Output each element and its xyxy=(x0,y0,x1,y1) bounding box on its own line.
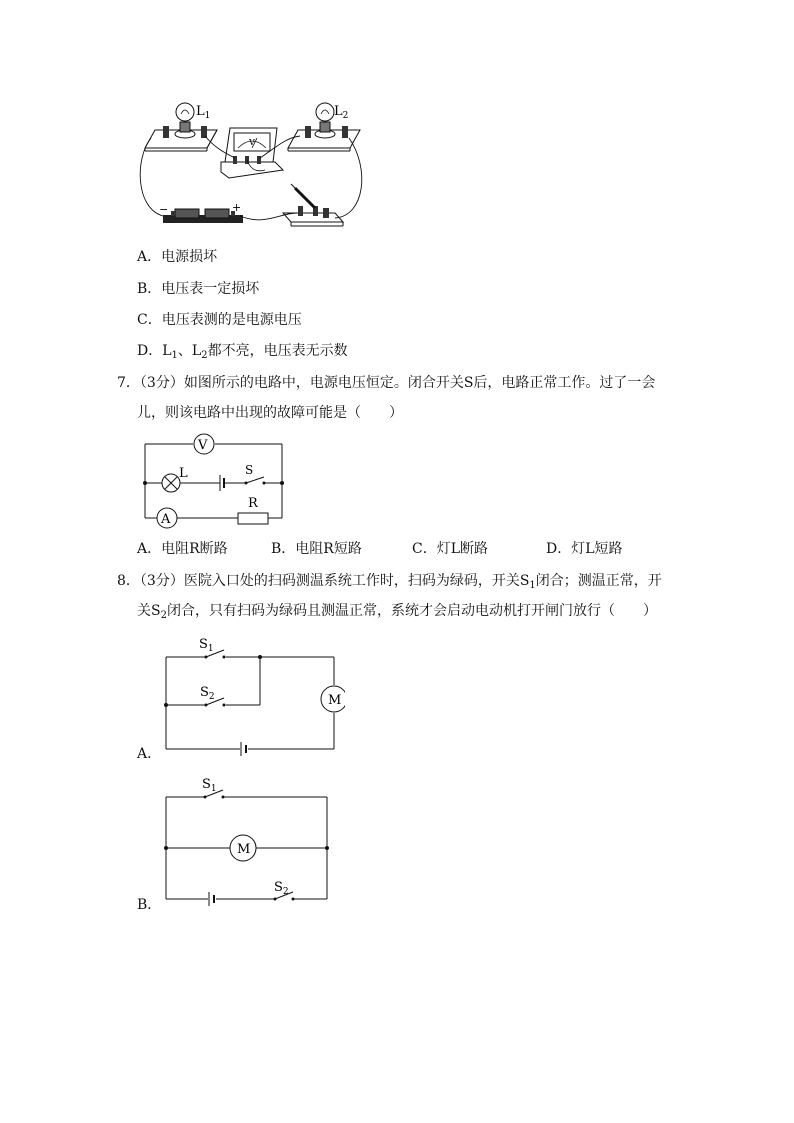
q7-option-a[interactable] xyxy=(137,540,228,558)
q8-stem-line2 xyxy=(137,602,657,625)
battery-symbol xyxy=(220,475,224,491)
voltmeter-letter: V xyxy=(249,138,255,147)
option-key: C． xyxy=(412,541,437,557)
battery-symbol xyxy=(241,742,246,756)
svg-text:S2: $S_2$ xyxy=(200,685,215,702)
lamp-board-l1 xyxy=(145,122,217,151)
resistor-symbol xyxy=(238,496,268,524)
lamp-symbol xyxy=(162,466,188,492)
q6-physical-circuit-figure xyxy=(135,98,365,233)
voltmeter-icon xyxy=(221,128,283,178)
option-text: 电阻R断路 xyxy=(161,541,228,557)
option-key: D． xyxy=(137,343,163,359)
svg-text:V: V xyxy=(198,438,208,453)
q7-option-c[interactable] xyxy=(412,540,488,558)
svg-text:S: S xyxy=(245,463,254,477)
motor-symbol xyxy=(321,686,345,712)
option-text: 灯L断路 xyxy=(436,541,489,557)
option-text: 、L xyxy=(177,343,202,359)
voltmeter-symbol xyxy=(194,434,214,454)
svg-text:L: L xyxy=(179,466,188,481)
switch-s2-symbol xyxy=(200,685,226,707)
option-key: B． xyxy=(137,281,162,297)
svg-text:M: M xyxy=(237,842,251,857)
subscript: 2 xyxy=(160,610,167,621)
battery-icon xyxy=(163,209,243,223)
switch-s1-symbol xyxy=(199,637,226,659)
q7-stem-line1: 7．（3分）如图所示的电路中，电源电压恒定。闭合开关S后，电路正常工作。过了一会 xyxy=(117,375,656,391)
ammeter-symbol xyxy=(157,508,177,528)
option-text: 电压表一定损坏 xyxy=(161,281,260,297)
subscript: 1 xyxy=(529,580,536,591)
stem-text: 8．（3分）医院入口处的扫码测温系统工作时，扫码为绿码，开关S xyxy=(117,573,530,589)
option-key: A． xyxy=(137,541,162,557)
knife-switch-icon xyxy=(283,184,343,226)
stem-text: 关S xyxy=(137,603,161,619)
option-text: 电源损坏 xyxy=(161,249,218,265)
lamp2-label: $L_2$ xyxy=(334,104,349,121)
q6-option-b[interactable] xyxy=(137,280,259,298)
svg-text:S1: $S_1$ xyxy=(199,637,214,654)
switch-s2-symbol xyxy=(274,880,295,901)
svg-text:A: A xyxy=(161,512,171,527)
bulb-l1-icon xyxy=(176,103,194,121)
option-key: A． xyxy=(137,249,162,265)
svg-text:S1: $S_1$ xyxy=(202,777,217,794)
svg-text:R: R xyxy=(248,496,258,511)
q8-figure-b[interactable] xyxy=(160,772,335,907)
q7-option-d[interactable] xyxy=(546,540,623,558)
q7-stem-line2: 儿，则该电路中出现的故障可能是（ ） xyxy=(137,405,403,421)
switch-s1-symbol xyxy=(202,777,225,799)
bulb-l2-icon xyxy=(316,103,334,121)
stem-text: 闭合，只有扫码为绿码且测温正常，系统才会启动电动机打开闸门放行（ ） xyxy=(166,603,657,619)
battery-plus-sign: + xyxy=(232,201,242,214)
q8-option-a-label[interactable]: A． xyxy=(137,746,162,762)
option-key: C． xyxy=(137,312,162,328)
subscript: 1 xyxy=(171,350,178,361)
q7-circuit-diagram xyxy=(140,430,290,530)
svg-text:S2: $S_2$ xyxy=(274,880,289,897)
option-text: 电阻R短路 xyxy=(295,541,362,557)
option-text: 都不亮，电压表无示数 xyxy=(207,343,348,359)
option-text: 灯L短路 xyxy=(571,541,623,557)
lamp1-label: $L_1$ xyxy=(196,104,211,121)
switch-s-symbol xyxy=(245,463,266,485)
q8-option-b-label[interactable]: B． xyxy=(137,897,162,913)
stem-text: 闭合；测温正常，开 xyxy=(535,573,662,589)
subscript: 2 xyxy=(201,350,208,361)
option-key: B． xyxy=(271,541,296,557)
q7-option-b[interactable] xyxy=(271,540,362,558)
q8-stem-line1 xyxy=(117,572,662,595)
option-key: D． xyxy=(546,541,572,557)
motor-symbol xyxy=(230,835,256,861)
battery-minus-sign: − xyxy=(159,203,169,216)
svg-text:M: M xyxy=(328,693,342,708)
option-text: 电压表测的是电源电压 xyxy=(161,312,302,328)
option-text: L xyxy=(162,343,172,359)
q6-option-c[interactable] xyxy=(137,311,302,329)
battery-symbol xyxy=(209,892,214,906)
q6-option-d[interactable] xyxy=(137,342,348,365)
q6-option-a[interactable] xyxy=(137,248,217,266)
q8-figure-a[interactable] xyxy=(160,632,345,757)
